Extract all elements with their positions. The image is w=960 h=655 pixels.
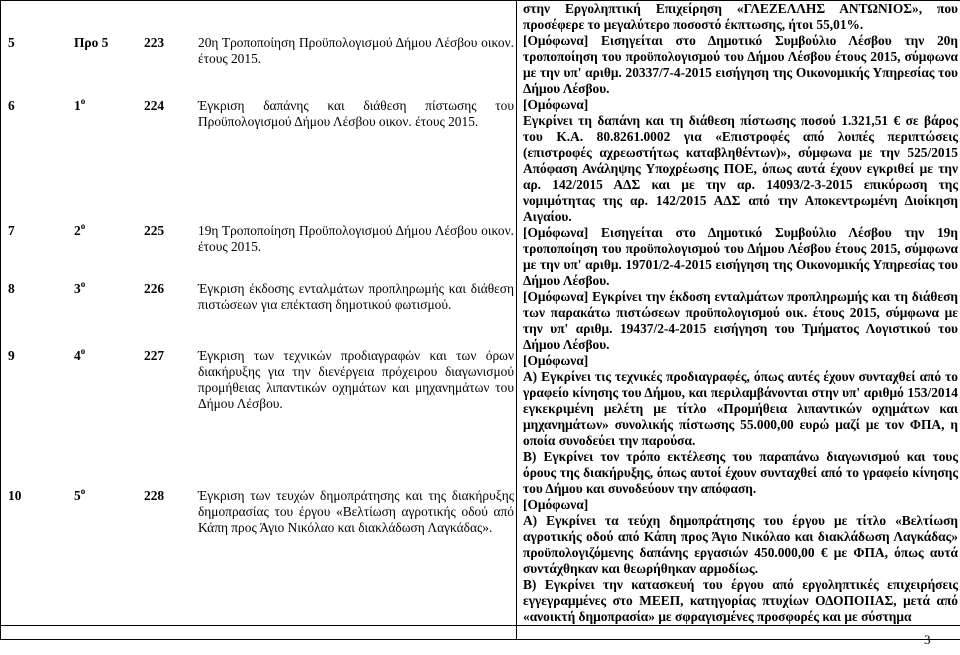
item-title: Έγκριση δαπάνης και διάθεση πίστωσης του Προϋπολογισμού Δήμου Λέσβου οικον. έτους 2015. [198, 98, 514, 129]
item-number: 10 [8, 488, 22, 503]
item-title: Έγκριση των τευχών δημοπράτησης και της διακήρυξης δημοπρασίας του έργου «Βελτίωση αγροτικής οδού από Κάπη προς Άγιο Νικόλαο και διακλάδωση Λαγκάδας». [198, 488, 514, 535]
decision-paragraph: στην Εργοληπτική Επιχείρηση «ΓΛΕΖΕΛΛΗΣ ΑΝΤΩΝΙΟΣ», που προσέφερε το μεγαλύτερο ποσοστό έκπτωσης, ήτοι 55,01%. [523, 1, 958, 32]
item-subject-number [74, 35, 108, 51]
decision-paragraph: Α) Εγκρίνει τα τεύχη δημοπράτησης του έργου με τίτλο «Βελτίωση αγροτικής οδού από Κάπη προς Άγιο Νικόλαο και διακλάδωση Λαγκάδας» προϋπολογιζόμενης δαπάνης εργασιών 450.000,00 € με ΦΠΑ, όπως αυτά συντάχθηκαν και θεωρήθηκαν αρμοδίως. [523, 513, 958, 576]
subject-label: Προ 5 [74, 35, 109, 50]
subject-label: 5 [74, 488, 81, 503]
decision-paragraph: [Ομόφωνα] Εισηγείται στο Δημοτικό Συμβούλιο Λέσβου την 19η τροποποίηση του προϋπολογισμού του Δήμου Λέσβου έτους 2015, σύμφωνα με την υπ' αριθμ. 19701/2-4-2015 εισήγηση της Οικονομικής Υπηρεσίας του Δήμου Λέσβου. [523, 225, 958, 288]
ordinal-suffix: ο [80, 346, 86, 356]
decision-paragraph: Β) Εγκρίνει την κατασκευή του έργου από εργοληπτικές επιχειρήσεις εγγεγραμμένες στο ΜΕΕΠ, κατηγορίας πτυχίων ΟΔΟΠΟΙΙΑΣ, μετά από «ανοικτή δημοπρασία» με σφραγισμένες προσφορές και με σύστημα [523, 577, 958, 624]
item-subject-number [74, 348, 85, 364]
decision-paragraph: Β) Εγκρίνει τον τρόπο εκτέλεσης του παραπάνω διαγωνισμού και τους όρους της διακήρυξης, όπως αυτοί έχουν συνταχθεί από το γραφείο κίνησης του Δήμου και συνοδεύουν την απόφαση. [523, 449, 958, 496]
subject-label: 3 [74, 281, 81, 296]
ordinal-suffix: ο [80, 486, 86, 496]
item-number: 7 [8, 223, 15, 238]
decision-number: 224 [144, 98, 165, 113]
item-title: 20η Τροποποίηση Προϋπολογισμού Δήμου Λέσβου οικον. έτους 2015. [198, 35, 514, 66]
decision-paragraph: Α) Εγκρίνει τις τεχνικές προδιαγραφές, όπως αυτές έχουν συνταχθεί από το γραφείο κίνησης του Δήμου, και περιλαμβάνονται στην υπ' αριθμό 153/2014 εγκεκριμένη μελέτη με τίτλο «Προμήθεια λιπαντικών οχημάτων και μηχανημάτων» συνολικής πίστωσης 55.000,00 ευρώ μαζί με τον ΦΠΑ, η οποία συνοδεύει την παρούσα. [523, 369, 958, 448]
item-number: 9 [8, 348, 15, 363]
decision-paragraph: [Ομόφωνα] [523, 97, 589, 112]
decision-number: 227 [144, 348, 165, 363]
ordinal-suffix: ο [80, 96, 86, 106]
ordinal-suffix: ο [80, 279, 86, 289]
subject-label: 4 [74, 348, 81, 363]
item-subject-number [74, 281, 85, 297]
item-subject-number [74, 98, 85, 114]
item-title: 19η Τροποποίηση Προϋπολογισμού Δήμου Λέσβου οικον. έτους 2015. [198, 223, 514, 254]
decision-number: 228 [144, 488, 165, 503]
decision-paragraph: [Ομόφωνα] [523, 497, 589, 512]
decisions-column [517, 1, 960, 626]
empty-cell-left [1, 626, 517, 640]
item-subject-number [74, 223, 85, 239]
decisions-text [517, 1, 960, 625]
decision-paragraph: [Ομόφωνα] Εγκρίνει την έκδοση ενταλμάτων προπληρωμής και τη διάθεση των παρακάτω πιστώσεων προϋπολογισμού οικ. έτους 2015, σύμφωνα με την υπ' αριθμ. 19437/2-4-2015 εισήγηση του Τμήματος Λογιστικού του Δήμου Λέσβου. [523, 289, 958, 352]
items-column [1, 1, 517, 626]
item-number: 6 [8, 98, 15, 113]
decision-paragraph: Εγκρίνει τη δαπάνη και τη διάθεση πίστωσης ποσού 1.321,51 € σε βάρος του Κ.Α. 80.8261.0002 για «Επιστροφές από λοιπές περιπτώσεις (επιστροφές αχρεωστήτως καταβληθέντων)», σύμφωνα με την 525/2015 Απόφαση Ανάληψης Υποχρέωσης ΠΟΕ, όπως αυτά έχουν εγκριθεί με την αρ. 142/2015 ΑΔΣ και με την αρ. 14093/2-3-2015 επικύρωση της νομιμότητας της αρ. 142/2015 ΑΔΣ από την Αποκεντρωμένη Διοίκηση Αιγαίου. [523, 113, 958, 224]
subject-label: 1 [74, 98, 81, 113]
decision-number: 225 [144, 223, 165, 238]
subject-label: 2 [74, 223, 81, 238]
decision-number: 226 [144, 281, 165, 296]
empty-cell-right [517, 626, 960, 640]
ordinal-suffix: ο [80, 221, 86, 231]
item-title: Έγκριση των τεχνικών προδιαγραφών και των όρων διακήρυξης για την διενέργεια πρόχειρου διαγωνισμού προμήθειας λιπαντικών οχημάτων και μηχανημάτων του Δήμου Λέσβου. [198, 348, 514, 411]
item-number: 8 [8, 281, 15, 296]
items-list [1, 1, 516, 625]
item-title: Έγκριση έκδοσης ενταλμάτων προπληρωμής και διάθεση πιστώσεων για επέκταση δημοτικού φωτισμού. [198, 281, 514, 312]
item-number: 5 [8, 35, 15, 50]
decision-paragraph: [Ομόφωνα] [523, 353, 589, 368]
decision-paragraph: [Ομόφωνα] Εισηγείται στο Δημοτικό Συμβούλιο Λέσβου την 20η τροποποίηση του προϋπολογισμού του Δήμου Λέσβου έτους 2015, σύμφωνα με την υπ' αριθμ. 20337/7-4-2015 εισήγηση της Οικονομικής Υπηρεσίας του Δήμου Λέσβου. [523, 33, 958, 96]
decision-number: 223 [144, 35, 165, 50]
item-subject-number [74, 488, 85, 504]
page-number: 3 [924, 632, 931, 647]
